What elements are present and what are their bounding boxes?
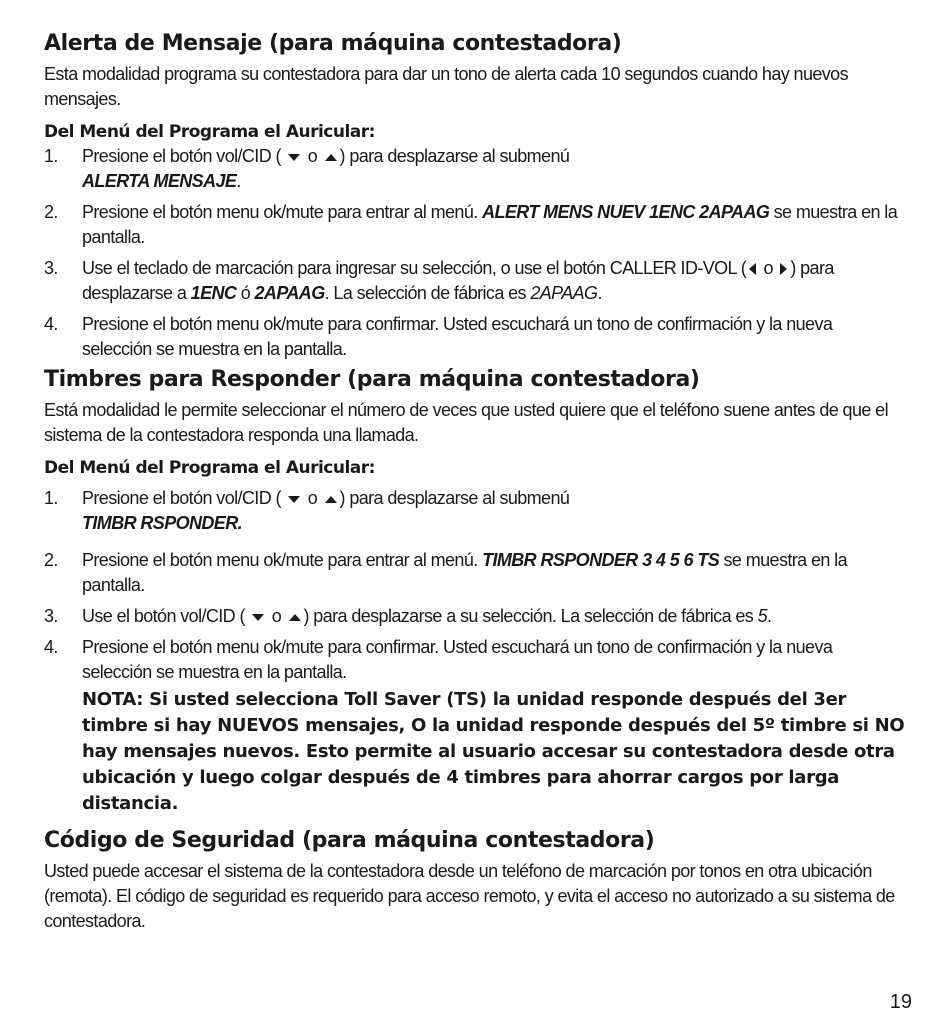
step-item: [44, 604, 906, 629]
step-text: .: [597, 283, 602, 303]
step-number: 2.: [44, 202, 58, 222]
step-item: [44, 200, 906, 250]
option-value: 2APAAG: [254, 283, 325, 303]
section-message-alert: [44, 30, 906, 362]
arrow-up-icon: [289, 614, 301, 621]
step-text: .: [236, 171, 241, 191]
arrow-left-icon: [749, 263, 756, 275]
menu-subheading: Del Menú del Programa el Auricular:: [44, 122, 375, 142]
step-item: [44, 548, 906, 598]
manual-page: [44, 30, 906, 942]
step-number: 1.: [44, 488, 58, 508]
step-text-or: o: [307, 488, 318, 508]
step-number: 4.: [44, 637, 58, 657]
section-heading: Código de Seguridad (para máquina contestadora): [44, 828, 655, 853]
step-text: .: [767, 606, 772, 626]
menu-subheading: Del Menú del Programa el Auricular:: [44, 458, 375, 478]
step-text: ) para desplazarse al submenú: [339, 146, 570, 166]
default-value: 2APAAG: [530, 283, 598, 303]
step-text: se muestra en la pantalla.: [82, 202, 898, 247]
arrow-up-icon: [325, 496, 337, 503]
step-number: 3.: [44, 258, 58, 278]
step-text: Presione el botón menu ok/mute para entrar al menú.: [82, 550, 478, 570]
display-text: TIMBR RSPONDER 3 4 5 6 TS: [482, 550, 720, 570]
arrow-right-icon: [780, 263, 787, 275]
step-text: Presione el botón vol/CID (: [82, 146, 281, 166]
section-intro: Usted puede accesar el sistema de la contestadora desde un teléfono de marcación por tonos en otra ubicación (remota). El código de seguridad es requerido para acceso remoto, y evita el acceso no autorizado a su sistema de contestadora.: [44, 861, 895, 931]
step-text: . La selección de fábrica es: [324, 283, 531, 303]
step-text: se muestra en la pantalla.: [82, 550, 847, 595]
section-intro: Está modalidad le permite seleccionar el número de veces que usted quiere que el teléfono suene antes de que el sistema de la contestadora responda una llamada.: [44, 400, 888, 445]
step-number: 2.: [44, 550, 58, 570]
step-number: 3.: [44, 606, 58, 626]
step-text: ) para desplazarse a: [82, 258, 834, 303]
section-heading: Timbres para Responder (para máquina contestadora): [44, 367, 700, 392]
option-value: 1ENC: [190, 283, 237, 303]
steps-list: [44, 144, 906, 362]
step-number: 1.: [44, 146, 58, 166]
arrow-down-icon: [288, 496, 300, 503]
step-text: ó: [236, 283, 255, 303]
arrow-down-icon: [288, 154, 300, 161]
step-text: Use el botón vol/CID (: [82, 606, 245, 626]
step-item: [44, 144, 906, 194]
step-text-or: o: [307, 146, 318, 166]
section-security-code: [44, 827, 906, 934]
step-number: 4.: [44, 314, 58, 334]
step-item: [44, 312, 906, 362]
step-text: ) para desplazarse al submenú: [339, 488, 570, 508]
menu-name: TIMBR RSPONDER.: [82, 513, 243, 533]
step-text-or: o: [271, 606, 282, 626]
arrow-down-icon: [252, 614, 264, 621]
note-text: NOTA: Si usted selecciona Toll Saver (TS) la unidad responde después del 3er timbre si hay NUEVOS mensajes, O la unidad responde después del 5º timbre si NO hay mensajes nuevos. Esto permite al usuario accesar su contestadora desde otra ubicación y luego colgar después de 4 timbres para ahorrar cargos por larga distancia.: [82, 689, 905, 814]
step-text: Presione el botón vol/CID (: [82, 488, 281, 508]
display-text: ALERT MENS NUEV 1ENC 2APAAG: [482, 202, 770, 222]
section-intro: Esta modalidad programa su contestadora para dar un tono de alerta cada 10 segundos cuando hay nuevos mensajes.: [44, 64, 848, 109]
arrow-up-icon: [325, 154, 337, 161]
step-text: Presione el botón menu ok/mute para entrar al menú.: [82, 202, 478, 222]
step-text: Presione el botón menu ok/mute para confirmar. Usted escuchará un tono de confirmación y la nueva selección se muestra en la pantalla.: [82, 314, 833, 359]
page-number: 19: [889, 991, 912, 1013]
step-text: ) para desplazarse a su selección. La selección de fábrica es: [303, 606, 758, 626]
steps-list: [44, 486, 906, 817]
step-text-or: o: [763, 258, 773, 278]
step-item: [44, 256, 906, 306]
step-item: [44, 635, 906, 817]
menu-name: ALERTA MENSAJE: [82, 171, 237, 191]
section-heading: Alerta de Mensaje (para máquina contestadora): [44, 31, 622, 56]
section-rings-to-answer: [44, 366, 906, 817]
step-item: [44, 486, 906, 536]
step-text: Use el teclado de marcación para ingresar su selección, o use el botón CALLER ID-VOL (: [82, 258, 747, 278]
default-value: 5: [757, 606, 768, 626]
step-text: Presione el botón menu ok/mute para confirmar. Usted escuchará un tono de confirmación y la nueva selección se muestra en la pantalla.: [82, 637, 833, 682]
